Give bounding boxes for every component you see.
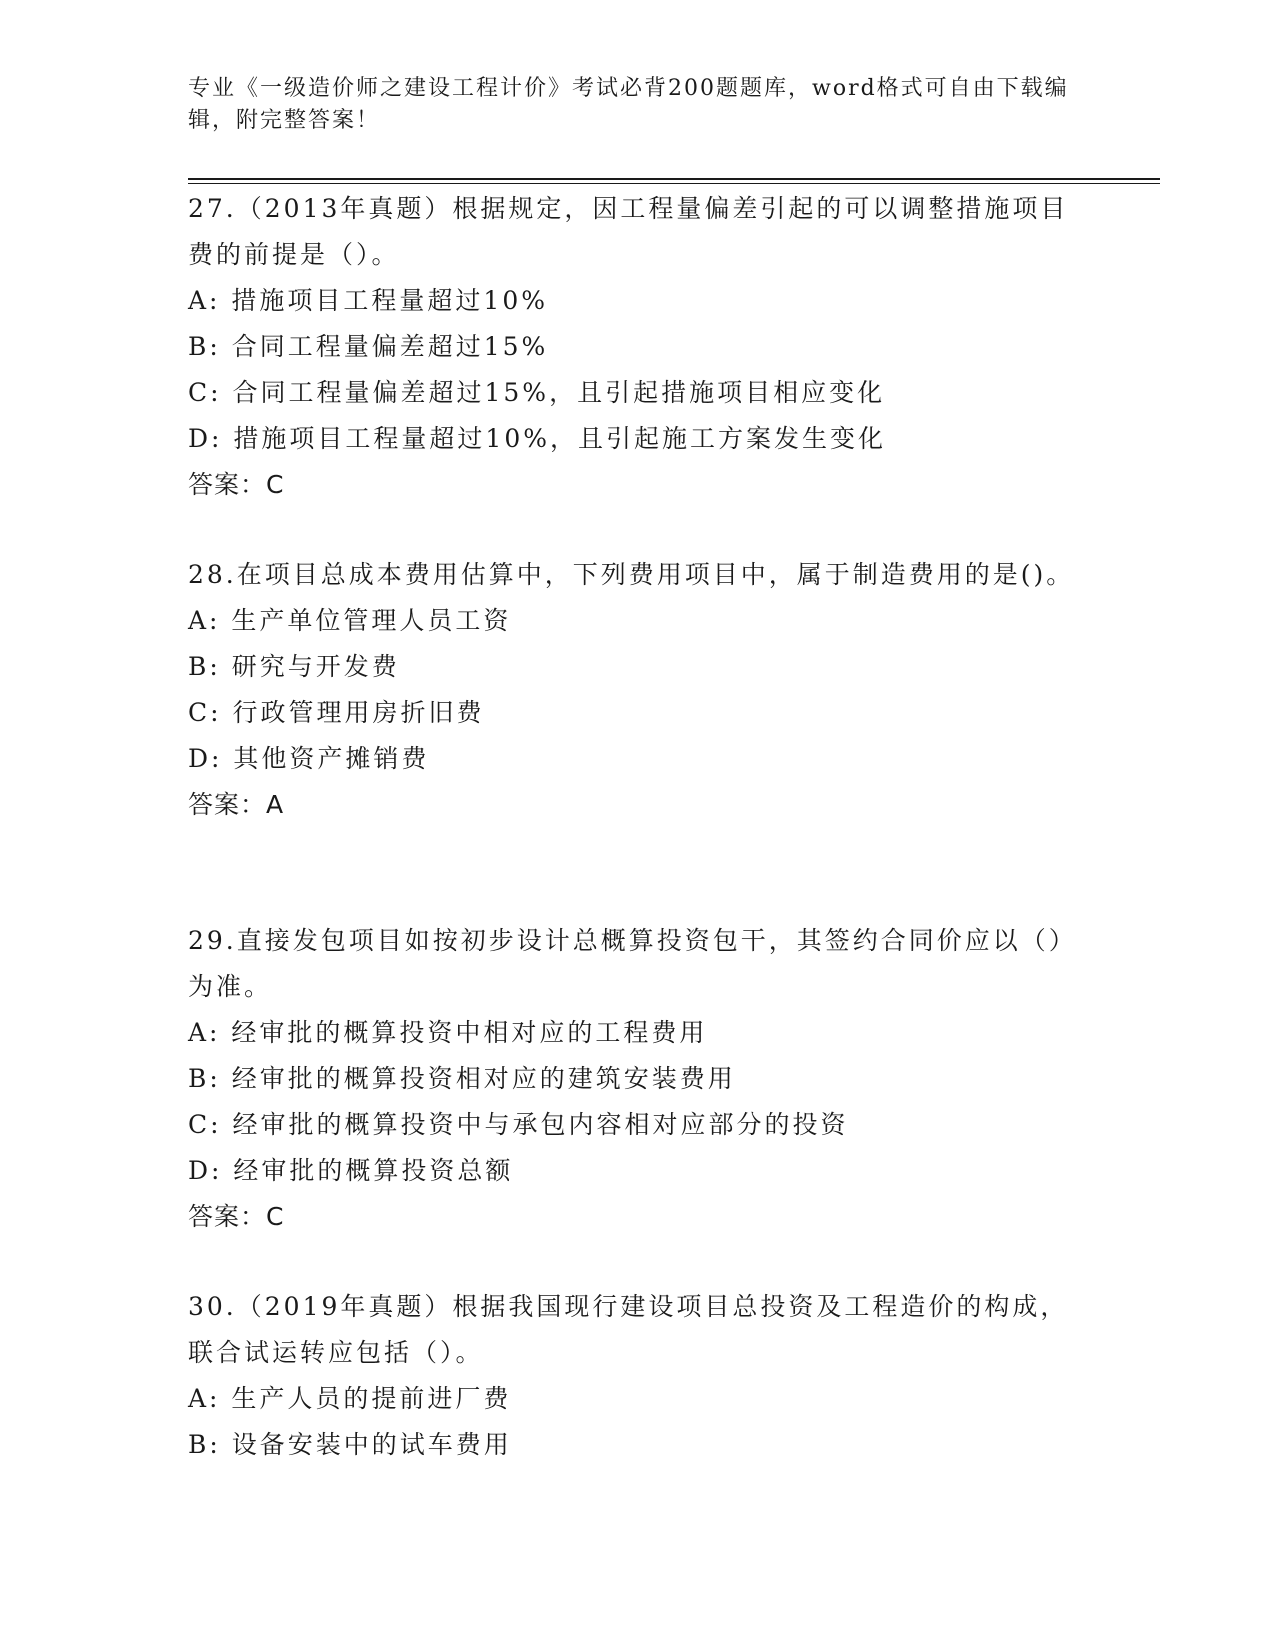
option-a: A: 生产人员的提前进厂费 — [188, 1384, 512, 1413]
option-b: B: 设备安装中的试车费用 — [188, 1430, 512, 1459]
question-stem: 30.（2019年真题）根据我国现行建设项目总投资及工程造价的构成，联合试运转应包括（）。 — [188, 1292, 1069, 1367]
question-27 — [188, 186, 1078, 508]
option-c: C: 行政管理用房折旧费 — [188, 698, 485, 727]
option-d: D: 其他资产摊销费 — [188, 744, 430, 773]
option-a: A: 生产单位管理人员工资 — [188, 606, 512, 635]
question-stem: 29.直接发包项目如按初步设计总概算投资包干，其签约合同价应以（）为准。 — [188, 926, 1077, 1001]
option-b: B: 合同工程量偏差超过15% — [188, 332, 549, 361]
header-divider-thin — [188, 183, 1160, 184]
option-c: C: 合同工程量偏差超过15%，且引起措施项目相应变化 — [188, 378, 886, 407]
question-29 — [188, 918, 1078, 1240]
question-stem: 28.在项目总成本费用估算中，下列费用项目中，属于制造费用的是()。 — [188, 560, 1075, 589]
answer-label: 答案：A — [188, 790, 285, 819]
question-stem: 27.（2013年真题）根据规定，因工程量偏差引起的可以调整措施项目费的前提是（）。 — [188, 194, 1069, 269]
question-28 — [188, 552, 1078, 828]
option-d: D: 措施项目工程量超过10%，且引起施工方案发生变化 — [188, 424, 886, 453]
header-divider-thick — [188, 178, 1160, 180]
option-a: A: 措施项目工程量超过10% — [188, 286, 548, 315]
option-b: B: 经审批的概算投资相对应的建筑安装费用 — [188, 1064, 736, 1093]
option-a: A: 经审批的概算投资中相对应的工程费用 — [188, 1018, 708, 1047]
answer-label: 答案：C — [188, 470, 285, 499]
answer-label: 答案：C — [188, 1202, 285, 1231]
option-c: C: 经审批的概算投资中与承包内容相对应部分的投资 — [188, 1110, 849, 1139]
page-header: 专业《一级造价师之建设工程计价》考试必背200题题库，word格式可自由下载编辑，附完整答案！ — [188, 76, 1069, 133]
option-b: B: 研究与开发费 — [188, 652, 400, 681]
question-30 — [188, 1284, 1078, 1468]
option-d: D: 经审批的概算投资总额 — [188, 1156, 514, 1185]
